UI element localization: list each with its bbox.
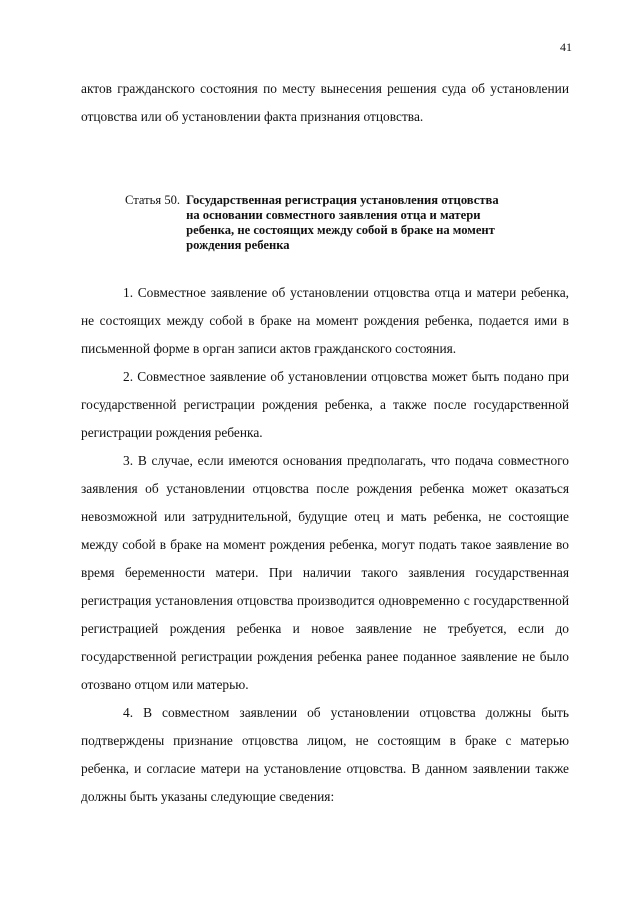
- article-heading: [125, 193, 525, 253]
- article-title: Государственная регистрация установления отцовства на основании совместного заявления отца и матери ребенка, не состоящих между собой в браке на момент рождения ребенка: [186, 193, 499, 252]
- paragraph-2: 2. Совместное заявление об установлении отцовства может быть подано при государственной регистрации рождения ребенка, а также после государственной регистрации рождения ребенка.: [81, 369, 569, 440]
- paragraph-3: 3. В случае, если имеются основания предполагать, что подача совместного заявления об установлении отцовства после рождения ребенка может оказаться невозможной или затруднительной, будущие отец и мать ребенка, не состоящие между собой в браке на момент рождения ребенка, могут подать такое заявление во время беременности матери. При наличии такого заявления государственная регистрация установления отцовства производится одновременно с государственной регистрацией рождения ребенка и новое заявление не требуется, если до государственной регистрации рождения ребенка ранее поданное заявление не было отозвано отцом или матерью.: [81, 453, 569, 692]
- intro-paragraph: актов гражданского состояния по месту вынесения решения суда об установлении отцовства или об установлении факта признания отцовства.: [81, 81, 569, 124]
- paragraph-4: 4. В совместном заявлении об установлении отцовства должны быть подтверждены признание отцовства лицом, не состоящим в браке с матерью ребенка, и согласие матери на установление отцовства. В данном заявлении также должны быть указаны следующие сведения:: [81, 705, 569, 804]
- paragraph-1: 1. Совместное заявление об установлении отцовства отца и матери ребенка, не состоящих между собой в браке на момент рождения ребенка, подается ими в письменной форме в орган записи актов гражданского состояния.: [81, 285, 569, 356]
- article-label: Статья 50.: [125, 193, 181, 207]
- page-number: 41: [560, 40, 572, 54]
- intro-block: [81, 75, 569, 131]
- article-body: [81, 279, 569, 811]
